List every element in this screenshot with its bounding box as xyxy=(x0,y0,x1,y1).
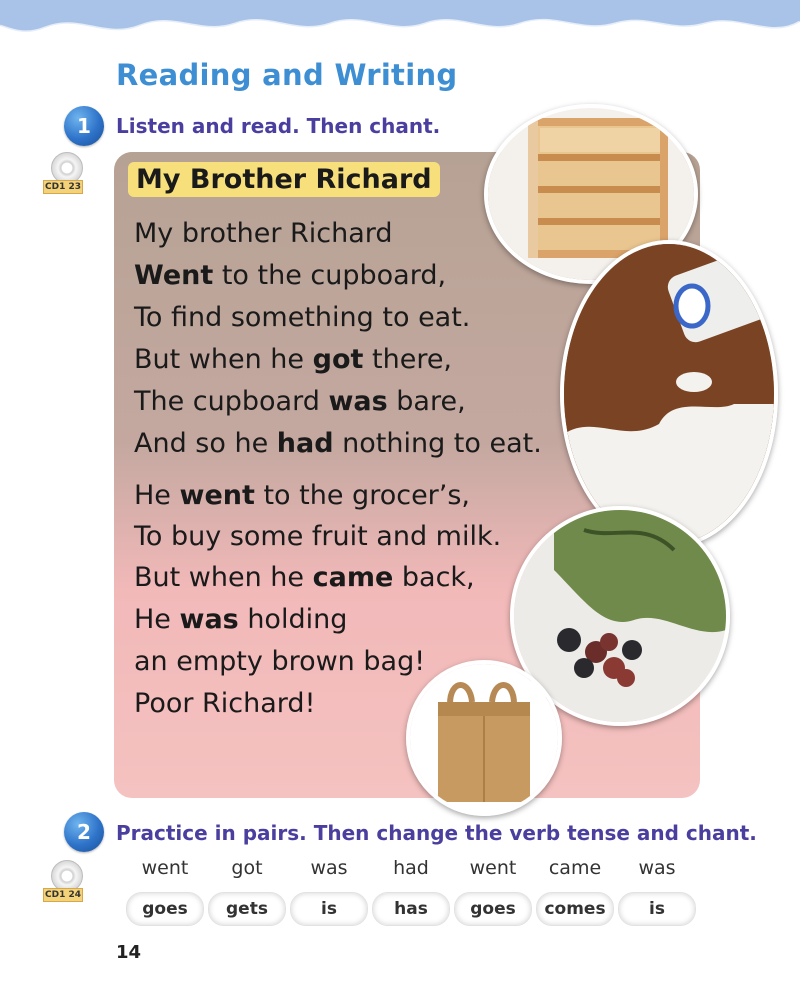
past-verb: got xyxy=(231,857,263,879)
audio-cd-23[interactable] xyxy=(43,152,83,194)
poem-line: He went to the grocer’s, xyxy=(134,480,471,511)
activity-1-instruction: Listen and read. Then chant. xyxy=(116,114,441,138)
past-verb-row xyxy=(0,857,800,883)
cd-track-label: CD1 24 xyxy=(45,890,81,900)
past-verb: had xyxy=(393,857,429,879)
activity-2-badge: 2 xyxy=(64,812,104,852)
spilled-milk-photo xyxy=(560,240,778,548)
present-verb-pill: has xyxy=(372,892,450,926)
poem-title: My Brother Richard xyxy=(130,164,438,195)
present-verb-pill: comes xyxy=(536,892,614,926)
poem-line: To buy some fruit and milk. xyxy=(134,521,502,552)
brown-paper-bag-photo xyxy=(406,660,562,816)
present-verb-pill: goes xyxy=(126,892,204,926)
poem-line: Poor Richard! xyxy=(134,688,316,719)
poem-line: To find something to eat. xyxy=(134,302,471,333)
past-verb: went xyxy=(141,857,189,879)
present-verb-pill: is xyxy=(618,892,696,926)
section-title: Reading and Writing xyxy=(116,58,458,92)
past-verb: came xyxy=(548,857,602,879)
poem-line: Went to the cupboard, xyxy=(134,260,447,291)
poem-line: He was holding xyxy=(134,604,348,635)
present-verb-pill: gets xyxy=(208,892,286,926)
present-verb-pill: goes xyxy=(454,892,532,926)
cd-track-label: CD1 23 xyxy=(45,182,81,192)
past-verb: was xyxy=(638,857,676,879)
poem-line: My brother Richard xyxy=(134,218,393,249)
poem-line: an empty brown bag! xyxy=(134,646,426,677)
poem-line: But when he got there, xyxy=(134,344,453,375)
poem-line: But when he came back, xyxy=(134,562,475,593)
past-verb: was xyxy=(310,857,348,879)
activity-1-badge: 1 xyxy=(64,106,104,146)
top-wave-banner xyxy=(0,0,800,60)
poem-line: The cupboard was bare, xyxy=(134,386,466,417)
activity-2-instruction: Practice in pairs. Then change the verb tense and chant. xyxy=(116,821,757,845)
page-number: 14 xyxy=(116,942,142,963)
poem-line: And so he had nothing to eat. xyxy=(134,428,542,459)
present-verb-pill: is xyxy=(290,892,368,926)
past-verb: went xyxy=(469,857,517,879)
